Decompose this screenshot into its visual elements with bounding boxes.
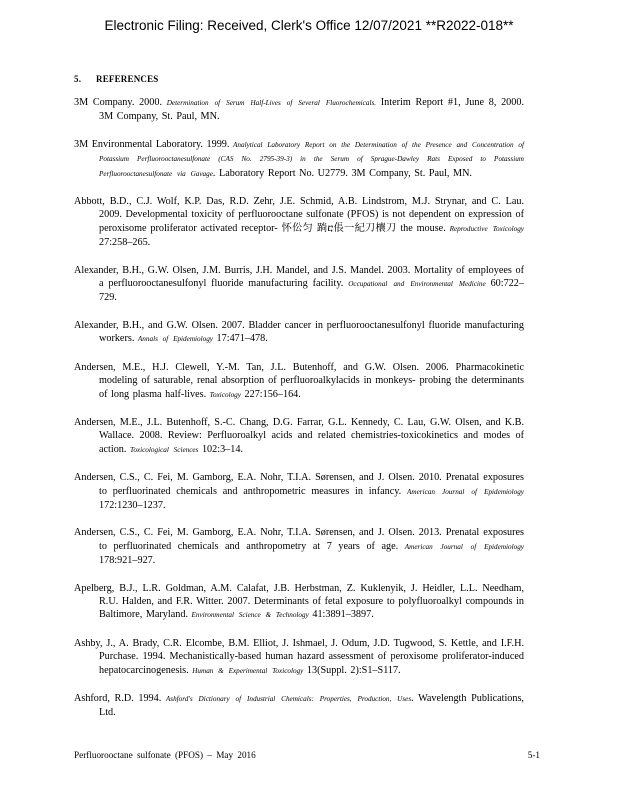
- reference-title: Determination of Serum Half-Lives of Several Fluorochemicals.: [166, 99, 377, 107]
- reference-text: 13(Suppl. 2):S1–S117.: [303, 664, 401, 676]
- reference-entry: [74, 416, 524, 457]
- reference-text: Abbott, B.D., C.J. Wolf, K.P. Das, R.D. Zehr, J.E. Schmid, A.B. Lindstrom, M.J. Strynar, and C. Lau. 2009. Developmental toxicity of perfluorooctane sulfonate (PFOS) is not dependent on expression of peroxisome proliferator activated receptor- 怀伀匀 䠀ⴀ倀一紀刀欀刀 the mouse.: [74, 196, 524, 234]
- reference-text: Andersen, C.S., C. Fei, M. Gamborg, E.A. Nohr, T.I.A. Sørensen, and J. Olsen. 2010. Prenatal exposures to perfluorinated chemicals and anthropometric measures in infancy.: [74, 472, 524, 497]
- reference-entry: [74, 96, 524, 124]
- reference-text: Interim Report #1, June 8, 2000. 3M Company, St. Paul, MN.: [99, 97, 524, 123]
- filing-stamp: Electronic Filing: Received, Clerk's Office 12/07/2021 **R2022-018**: [104, 18, 514, 33]
- reference-text: 41:3891–3897.: [308, 609, 374, 621]
- reference-text: 27:258–265.: [99, 237, 151, 249]
- reference-text: . Wavelength Publications, Ltd.: [99, 693, 524, 719]
- reference-entry: [74, 582, 524, 623]
- reference-text: 227:156–164.: [240, 388, 301, 400]
- reference-text: Apelberg, B.J., L.R. Goldman, A.M. Calafat, J.B. Herbstman, Z. Kuklenyik, J. Heidler, L.L. Needham, R.U. Halden, and F.R. Witter. 2007. Determinants of fetal exposure to polyfluoroalkyl compounds in Baltimore, Maryland.: [74, 582, 524, 621]
- reference-entry: [74, 526, 524, 567]
- reference-title: Human & Experimental Toxicology: [192, 666, 304, 675]
- section-heading: [74, 74, 159, 84]
- reference-entry: [74, 138, 524, 181]
- reference-text: Andersen, M.E., H.J. Clewell, Y.-M. Tan, J.L. Butenhoff, and G.W. Olsen. 2006. Pharmacokinetic modeling of saturable, renal absorption of perfluoroalkylacids in monkeys- probing the determinants of long plasma half-lives.: [74, 361, 524, 400]
- reference-entry: [74, 692, 524, 720]
- page-footer: [74, 750, 540, 760]
- reference-title: Toxicology: [209, 390, 241, 399]
- reference-text: Andersen, M.E., J.L. Butenhoff, S.-C. Chang, D.G. Farrar, G.L. Kennedy, C. Lau, G.W. Olsen, and K.B. Wallace. 2008. Review: Perfluoroalkyl acids and related chemistries-toxicokinetics and modes of action.: [74, 416, 524, 455]
- section-title: REFERENCES: [96, 74, 159, 84]
- reference-title: American Journal of Epidemiology: [407, 487, 524, 496]
- footer-document-title: Perfluorooctane sulfonate (PFOS) – May 2016: [74, 750, 256, 760]
- reference-list: [74, 96, 524, 734]
- reference-text: 172:1230–1237.: [99, 499, 166, 511]
- reference-title: Analytical Laboratory Report on the Determination of the Presence and Concentration of Potassium Perfluorooctanesulfonate (CAS No. 2795-39-3) in the Serum of Sprague-Dawley Rats Exposed to Potassium Perfluorooctanesulfonate via Gavage: [99, 140, 524, 178]
- reference-text: Ashby, J., A. Brady, C.R. Elcombe, B.M. Elliot, J. Ishmael, J. Odum, J.D. Tugwood, S. Kettle, and I.F.H. Purchase. 1994. Mechanistically-based human hazard assessment of peroxisome proliferator-induced hepatocarcinogenesis.: [74, 637, 524, 676]
- reference-text: 102:3–14.: [198, 443, 243, 455]
- reference-text: . Laboratory Report No. U2779. 3M Company, St. Paul, MN.: [212, 167, 472, 179]
- reference-text: 178:921–927.: [99, 555, 156, 567]
- reference-title: Toxicological Sciences: [130, 445, 199, 454]
- reference-text: Alexander, B.H., G.W. Olsen, J.M. Burris, J.H. Mandel, and J.S. Mandel. 2003. Mortality of employees of a perfluorooctanesulfonyl fluoride manufacturing facility.: [74, 264, 524, 290]
- reference-title: Annals of Epidemiology: [137, 335, 213, 344]
- reference-text: 17:471–478.: [213, 333, 268, 345]
- reference-title: Reproductive Toxicology: [449, 224, 524, 233]
- reference-entry: [74, 319, 524, 347]
- reference-entry: [74, 361, 524, 402]
- reference-title: American Journal of Epidemiology: [404, 542, 524, 551]
- reference-text: Ashford, R.D. 1994.: [74, 693, 166, 704]
- section-number: 5.: [74, 74, 82, 84]
- reference-title: Ashford's Dictionary of Industrial Chemicals: Properties, Production, Uses: [165, 695, 412, 703]
- reference-text: Andersen, C.S., C. Fei, M. Gamborg, E.A. Nohr, T.I.A. Sørensen, and J. Olsen. 2013. Prenatal exposures to perfluorinated chemicals and anthropometry at 7 years of age.: [74, 527, 524, 552]
- reference-text: 60:722–729.: [99, 278, 524, 304]
- reference-entry: [74, 471, 524, 512]
- reference-text: Alexander, B.H., and G.W. Olsen. 2007. Bladder cancer in perfluorooctanesulfonyl fluoride manufacturing workers.: [74, 319, 524, 345]
- reference-text: 3M Environmental Laboratory. 1999.: [74, 138, 233, 150]
- page-number: 5-1: [527, 750, 540, 760]
- reference-title: Environmental Science & Technology: [191, 611, 309, 620]
- reference-entry: [74, 264, 524, 305]
- reference-entry: [74, 195, 524, 250]
- reference-text: 3M Company. 2000.: [74, 97, 167, 108]
- reference-entry: [74, 637, 524, 678]
- reference-title: Occupational and Environmental Medicine: [348, 280, 486, 289]
